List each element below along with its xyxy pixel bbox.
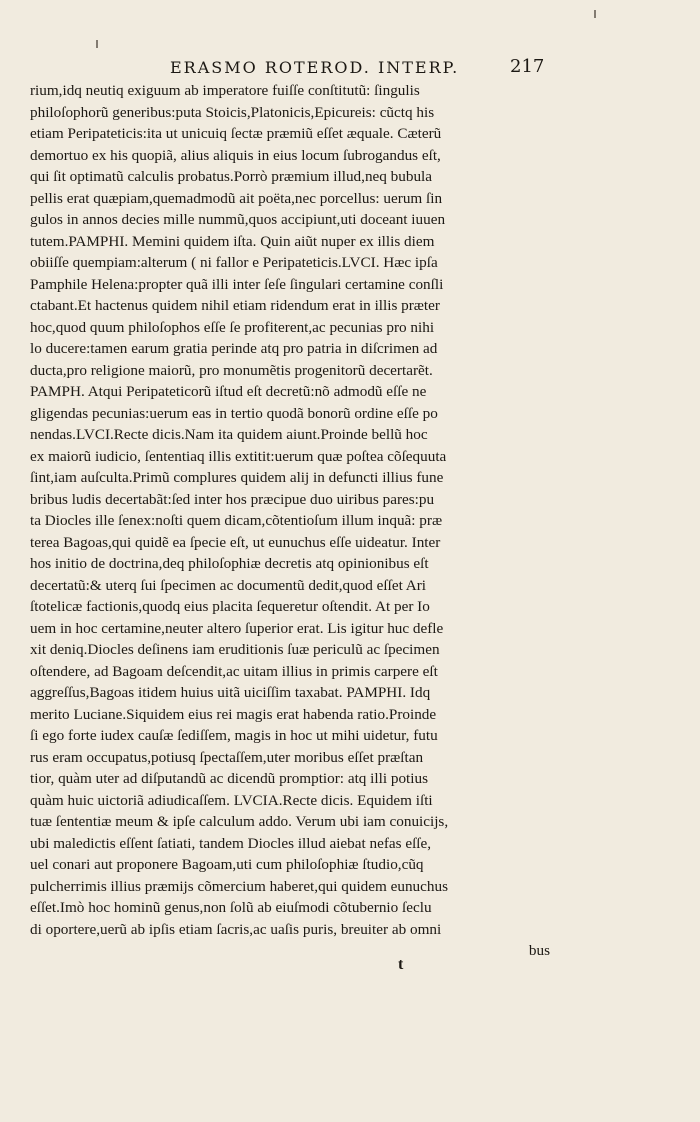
text-line: eſſet.Imò hoc hominũ genus,non ſolũ ab eiuſmodi cõtubernio ſeclu (30, 899, 432, 916)
text-line: PAMPH. Atqui Peripateticorũ iſtud eſt decretũ:nõ admodũ eſſe ne (30, 383, 427, 400)
text-line: uel conari aut proponere Bagoam,uti cum philoſophiæ ſtudio,cũq (30, 856, 424, 873)
text-line: terea Bagoas,qui quidẽ ea ſpecie eſt, ut eunuchus eſſe uideatur. Inter (30, 533, 441, 551)
text-line: rus eram occupatus,potiusq ſpectaſſem,uter moribus eſſet præſtan (30, 748, 424, 766)
text-line: Pamphile Helena:propter quã illi inter ſeſe ſingulari certamine conſli (30, 275, 444, 293)
text-line: di oportere,uerũ ab ipſis etiam ſacris,ac uaſis puris, breuiter ab omni (30, 920, 442, 938)
text-line: qui ſit optimatũ calculis probatus.Porrò præmium illud,neq bubula (30, 168, 433, 185)
text-line: ſtotelicæ factionis,quodq eius placita ſequeretur oſtendit. At per Io (30, 598, 430, 615)
signature-mark: t (398, 956, 404, 973)
text-line: lo ducere:tamen earum gratia perinde atq pro patria in diſcrimen ad (30, 340, 438, 357)
text-line: obiiſſe quempiam:alterum ( ni fallor e Peripateticis.LVCI. Hæc ipſa (30, 254, 438, 271)
text-line: ex maiorũ iudicio, ſententiaq illis extitit:uerum quæ poſtea cõſequuta (30, 447, 447, 465)
text-line: tutem.PAMPHI. Memini quidem iſta. Quin aiũt nuper ex illis diem (30, 232, 435, 250)
text-line: ſint,iam auſculta.Primũ complures quidem alij in defuncti illius fune (30, 469, 444, 486)
text-line: hoc,quod quum philoſophos eſſe ſe profiterent,ac pecunias pro nihi (30, 318, 435, 336)
text-line: gligendas pecunias:uerum eas in tertio quodã bonorũ ordine eſſe po (30, 404, 438, 422)
text-line: tuæ ſententiæ meum & ipſe calculum addo. Verum ubi iam conuicijs, (30, 813, 449, 830)
text-line: demortuo ex his quopiã, alius aliquis in eius locum ſubrogandus eſt, (30, 146, 441, 164)
text-line: rium,idq neutiq exiguum ab imperatore fuiſſe conſtitutũ: ſingulis (30, 82, 420, 99)
text-line: bus (528, 942, 550, 959)
text-line: pellis erat quæpiam,quemadmodũ ait poëta,nec porcellus: uerum ſin (30, 189, 443, 207)
text-line: ducta,pro religione maiorũ, pro monumẽtis progenitorũ decertarẽt. (30, 361, 433, 379)
text-line: etiam Peripateticis:ita ut unicuiq ſectæ præmiũ eſſet æquale. Cæterũ (30, 125, 442, 142)
ink-mark (594, 10, 596, 18)
text-block (30, 80, 550, 962)
text-line: bribus ludis decertabãt:ſed inter hos præcipue duo uiribus pares:pu (30, 490, 435, 508)
text-line: philoſophorũ generibus:puta Stoicis,Platonicis,Epicureis: cũctq his (30, 103, 435, 121)
text-line: ubi maledictis eſſent ſatiati, tandem Diocles illud aiebat nefas eſſe, (30, 834, 432, 852)
text-line: aggreſſus,Bagoas itidem huius uitã uiciſſim taxabat. PAMPHI. Idq (30, 684, 431, 701)
text-line: gulos in annos decies mille nummũ,quos accipiunt,uti doceant iuuen (30, 211, 446, 228)
text-line: uem in hoc certamine,neuter altero ſuperior erat. Lis igitur huc defle (30, 619, 444, 637)
text-line: ta Diocles ille ſenex:noſti quem dicam,cõtentioſum illum inquã: præ (30, 512, 443, 529)
text-line: ſi ego forte iudex cauſæ ſediſſem, magis in hoc ut mihi uidetur, futu (30, 727, 438, 744)
page-header (0, 52, 700, 82)
text-line: xit deniq.Diocles deſinens iam eruditionis ſuæ periculũ ac ſpecimen (30, 641, 440, 658)
running-head: ERASMO ROTEROD. INTERP. (170, 58, 460, 77)
text-line: tior, quàm uter ad diſputandũ ac dicendũ promptior: atq illi potius (30, 770, 428, 787)
text-line: hos initio de doctrina,deq philoſophiæ decretis atq opinionibus eſt (30, 555, 429, 572)
folio-number: 217 (510, 56, 545, 77)
text-line: pulcherrimis illius præmijs cõmercium haberet,qui quidem eunuchus (30, 877, 448, 895)
text-line: nendas.LVCI.Recte dicis.Nam ita quidem aiunt.Proinde bellũ hoc (30, 426, 428, 443)
text-line: quàm huic uictoriã adiudicaſſem. LVCIA.Recte dicis. Equidem iſti (30, 791, 433, 809)
text-line: ctabant.Et hactenus quidem nihil etiam ridendum erat in illis præter (30, 297, 440, 314)
text-line: oſtendere, ad Bagoam deſcendit,ac uitam illius in primis carpere eſt (30, 662, 438, 680)
text-line: merito Luciane.Siquidem eius rei magis erat habenda ratio.Proinde (30, 705, 437, 723)
text-line: decertatũ:& uterq ſui ſpecimen ac documentũ dedit,quod eſſet Ari (30, 576, 427, 594)
ink-mark (96, 40, 98, 48)
